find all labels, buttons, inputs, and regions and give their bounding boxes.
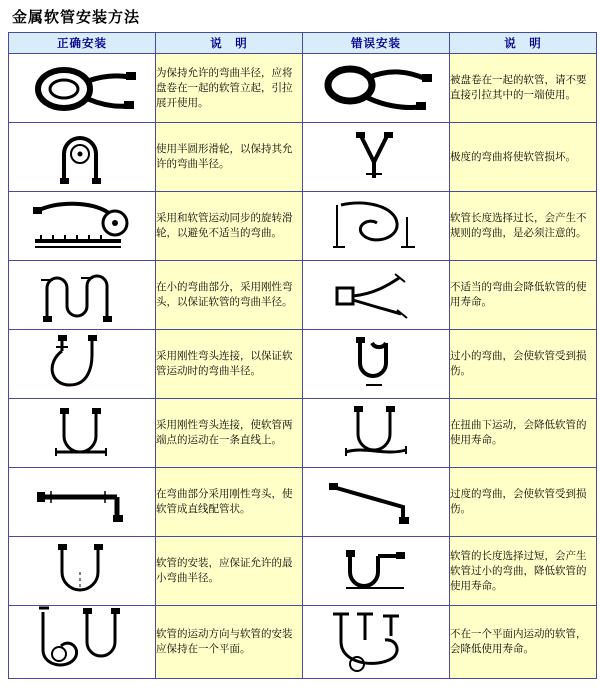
page-title: 金属软管安装方法 <box>12 8 141 26</box>
wrong-description: 极度的弯曲将使软管损坏。 <box>450 123 597 192</box>
correct-figure-cell <box>9 468 156 537</box>
table-row <box>9 123 597 192</box>
too-long-hose-wrong-icon <box>311 197 441 255</box>
straight-line-motion-correct-icon <box>22 404 142 462</box>
wrong-description: 在扭曲下运动，会降低软管的使用寿命。 <box>450 399 597 468</box>
correct-description: 软管的运动方向与软管的安装应保持在一个平面。 <box>156 606 303 679</box>
wrong-description: 软管长度选择过长，会产生不规则的弯曲，是必须注意的。 <box>450 192 597 261</box>
excessive-bend-wrong-icon <box>311 477 441 527</box>
wrong-description: 软管的长度选择过短，会产生软管过小的弯曲，降低软管的使用寿命。 <box>450 537 597 606</box>
twist-motion-wrong-icon <box>316 404 436 462</box>
correct-description: 采用刚性弯头连接，使软管两端点的运动在一条直线上。 <box>156 399 303 468</box>
table-row <box>9 399 597 468</box>
correct-description: 在弯曲部分采用刚性弯头，使软管成直线配管状。 <box>156 468 303 537</box>
table-row <box>9 261 597 330</box>
semicircle-sheave-correct-icon <box>22 128 142 186</box>
too-long-small-bend-wrong-icon <box>316 542 436 600</box>
wrong-figure-cell <box>303 261 450 330</box>
header-wrong-install: 错误安装 <box>303 33 450 54</box>
min-bend-radius-correct-icon <box>22 542 142 600</box>
wrong-figure-cell <box>303 606 450 679</box>
table-row <box>9 537 597 606</box>
correct-figure-cell <box>9 123 156 192</box>
wrong-description: 不在一个平面内运动的软管，会降低使用寿命。 <box>450 606 597 679</box>
coiled-hose-pulled-wrong-icon <box>316 59 436 117</box>
header-correct-description: 说 明 <box>156 33 303 54</box>
header-wrong-description: 说 明 <box>450 33 597 54</box>
wrong-description: 被盘卷在一起的软管，请不要直接引拉其中的一端使用。 <box>450 54 597 123</box>
correct-description: 软管的安装，应保证允许的最小弯曲半径。 <box>156 537 303 606</box>
wrong-figure-cell <box>303 330 450 399</box>
wrong-description: 过度的弯曲，会使软管受到损伤。 <box>450 468 597 537</box>
correct-description: 采用刚性弯头连接，以保证软管运动时的弯曲半径。 <box>156 330 303 399</box>
wrong-figure-cell <box>303 537 450 606</box>
rigid-bend-small-radius-correct-icon <box>17 266 147 324</box>
correct-figure-cell <box>9 399 156 468</box>
table-header <box>9 33 597 54</box>
rigid-elbow-straight-piping-correct-icon <box>17 477 147 527</box>
correct-figure-cell <box>9 606 156 679</box>
correct-description: 采用和软管运动同步的旋转滑轮，以避免不适当的弯曲。 <box>156 192 303 261</box>
hose-installation-table <box>8 32 597 679</box>
out-of-plane-motion-wrong-icon <box>311 606 441 678</box>
wrong-figure-cell <box>303 123 450 192</box>
header-row <box>9 33 597 54</box>
wrong-figure-cell <box>303 54 450 123</box>
same-plane-motion-correct-icon <box>17 606 147 678</box>
too-small-bend-wrong-icon <box>316 333 436 395</box>
table-row <box>9 606 597 679</box>
correct-figure-cell <box>9 537 156 606</box>
improper-bend-wrong-icon <box>311 266 441 324</box>
wrong-description: 过小的弯曲，会使软管受到损伤。 <box>450 330 597 399</box>
table-row <box>9 330 597 399</box>
correct-figure-cell <box>9 330 156 399</box>
header-correct-install: 正确安装 <box>9 33 156 54</box>
coiled-hose-flat-correct-icon <box>22 59 142 117</box>
sharp-bend-wrong-icon <box>316 128 436 186</box>
wrong-figure-cell <box>303 468 450 537</box>
correct-description: 为保持允许的弯曲半径，应将盘卷在一起的软管立起，引拉展开使用。 <box>156 54 303 123</box>
table-row <box>9 192 597 261</box>
correct-description: 在小的弯曲部分，采用刚性弯头，以保证软管的弯曲半径。 <box>156 261 303 330</box>
table-row <box>9 54 597 123</box>
table-body <box>9 54 597 679</box>
rigid-elbow-connection-correct-icon <box>22 333 142 395</box>
correct-figure-cell <box>9 54 156 123</box>
wrong-description: 不适当的弯曲会降低软管的使用寿命。 <box>450 261 597 330</box>
correct-description: 使用半圆形滑轮，以保持其允许的弯曲半径。 <box>156 123 303 192</box>
correct-figure-cell <box>9 261 156 330</box>
wrong-figure-cell <box>303 399 450 468</box>
sync-rotating-sheave-correct-icon <box>17 197 147 255</box>
correct-figure-cell <box>9 192 156 261</box>
table-row <box>9 468 597 537</box>
wrong-figure-cell <box>303 192 450 261</box>
